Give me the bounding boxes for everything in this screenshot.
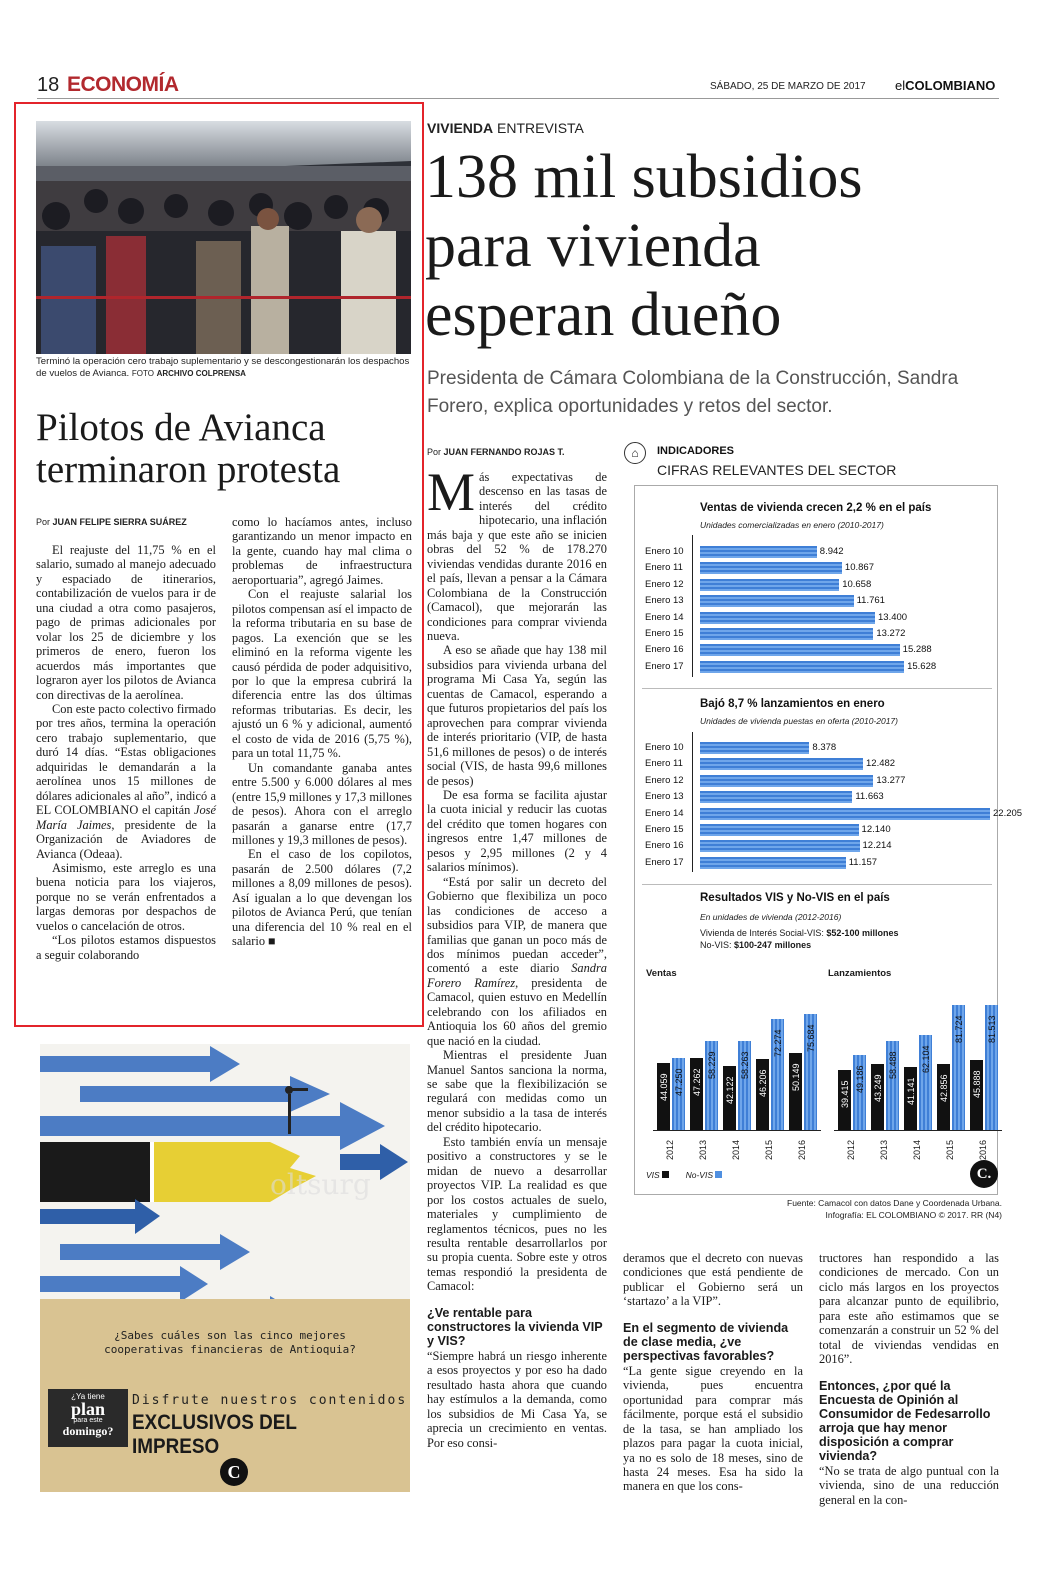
bar-value-label: 12.482 xyxy=(866,758,896,770)
bar-value-label: 39.415 xyxy=(840,1080,850,1108)
chart-3-baseline xyxy=(834,1130,1002,1131)
chart-3-bars xyxy=(635,980,995,1190)
bar-category-label: Enero 11 xyxy=(645,562,683,574)
bar-value-label: 13.277 xyxy=(876,774,906,786)
bar-value-label: 11.663 xyxy=(855,791,884,803)
story-photo xyxy=(36,121,411,354)
bar-value-label: 50.149 xyxy=(791,1063,801,1092)
bar-value-label: 58.229 xyxy=(707,1051,717,1079)
bar-row xyxy=(645,577,995,593)
bar-value-label: 47.250 xyxy=(674,1068,684,1096)
legend-novis: No-VIS xyxy=(686,1170,723,1180)
paragraph: Asimismo, este arreglo es una buena noticia para los viajeros, porque no se verán enfrentados a largas demoras por despachos de vuelos o cancelación de otros. xyxy=(36,860,216,933)
chart-3-subtitle: En unidades de vivienda (2012-2016) xyxy=(700,912,842,922)
bar-row xyxy=(645,560,995,576)
infographic-credit: Infografía: EL COLOMBIANO © 2017. RR (N4) xyxy=(825,1210,1002,1220)
chart-1-bars xyxy=(635,544,995,679)
section-name: ECONOMÍA xyxy=(67,73,179,96)
bar-value-label: 15.628 xyxy=(907,660,937,672)
bar xyxy=(700,612,875,624)
bar-row xyxy=(645,838,995,854)
bar-value-label: 11.761 xyxy=(856,595,885,607)
paragraph: Esto también envía un mensaje positivo a constructores y se le midan de nuevo a desarrollar proyectos VIP. La realidad es que por los costos actuales de suelo, materiales y cumplimiento de reglamentos técnicos, pues no les resulta rentable desarrollarlos por su propia cuenta. Sobre este y otros temas respondió la presidenta de Camacol: xyxy=(427,1134,607,1294)
ad-bottom-panel xyxy=(40,1299,410,1492)
bar-category-label: Enero 17 xyxy=(645,660,684,672)
main-kicker: VIVIENDA ENTREVISTA xyxy=(427,120,584,136)
advertisement[interactable] xyxy=(40,1044,410,1492)
chart-3-legend xyxy=(646,1170,722,1180)
bar-category-label: Enero 11 xyxy=(645,758,683,770)
bar-category-label: Enero 14 xyxy=(645,611,684,623)
bar-category-label: Enero 16 xyxy=(645,644,684,656)
question-heading: ¿Ve rentable para constructores la vivienda VIP y VIS? xyxy=(427,1305,603,1348)
home-icon: ⌂ xyxy=(624,442,646,464)
chart-2-bars xyxy=(635,740,1023,875)
bar-value-label: 49.186 xyxy=(855,1065,865,1093)
main-deck: Presidenta de Cámara Colombiana de la Construcción, Sandra Forero, explica oportunidades y retos del sector. xyxy=(427,368,959,417)
year-tick-label: 2012 xyxy=(846,1139,856,1160)
header-rule xyxy=(37,98,999,99)
bar-value-label: 43.249 xyxy=(873,1074,883,1102)
paragraph: “Está por salir un decreto del Gobierno que flexibiliza un poco las condiciones de acceso a subsidios para VIP, de manera que familias que ganan un poco más de dos mínimos puedan acceder”, comentó a este diario Sandra Forero Ramírez, presidenta de Camacol, quien estuvo en Medellín celebrando con los afiliados en Antioquia los 60 años del gremio que nació en la ciudad. xyxy=(427,874,607,1048)
bar-value-label: 47.262 xyxy=(692,1068,702,1096)
chart-2-title: Bajó 8,7 % lanzamientos en enero xyxy=(700,698,885,710)
bar-row xyxy=(645,642,995,658)
main-column-2 xyxy=(623,1251,803,1494)
bar-category-label: Enero 10 xyxy=(645,742,684,753)
year-tick-label: 2014 xyxy=(731,1139,741,1160)
bar-category-label: Enero 12 xyxy=(645,774,684,786)
bar-value-label: 81.724 xyxy=(954,1015,964,1043)
bar xyxy=(700,840,860,852)
bar-value-label: 58.263 xyxy=(740,1051,750,1079)
bar-row xyxy=(645,806,1023,822)
chart-3-note-novis: No-VIS: $100-247 millones xyxy=(700,940,812,950)
year-tick-label: 2013 xyxy=(879,1139,889,1160)
page-header xyxy=(37,72,999,98)
bar-category-label: Enero 15 xyxy=(645,628,684,639)
paragraph: En el caso de los copilotos, pasarán de 2.500 dólares (7,2 millones a 8,09 millones de pesos). Así igualan a lo que devengan los pilotos de Avianca Perú, que tenían una diferencia del 10 % real en el salario ■ xyxy=(232,847,412,949)
paragraph: Mientras el presidente Juan Manuel Santos sanciona la norma, se sabe que la flexibilización se regulará con medidas como un menor subsidio a la tasa de interés del crédito hipotecario. xyxy=(427,1048,607,1135)
year-tick-label: 2016 xyxy=(978,1139,988,1160)
bar-value-label: 72.274 xyxy=(773,1029,783,1058)
bar-row xyxy=(645,626,995,642)
year-tick-label: 2014 xyxy=(912,1139,922,1160)
chart-3-note-vis: Vivienda de Interés Social-VIS: $52-100 millones xyxy=(700,928,899,938)
legend-vis: VIS xyxy=(646,1170,669,1180)
end-mark: ■ xyxy=(268,934,276,949)
story-byline: Por JUAN FELIPE SIERRA SUÁREZ xyxy=(36,517,187,527)
paragraph: Más expectativas de descenso en las tasas de interés del crédito hipotecario, una inflación más baja y que este año se inicien obras del 52 % de 178.270 viviendas vendidas durante 2016 en el país, llevan a pensar a la Cámara Colombiana de la Construcción (Camacol), que mejorarán las condiciones para comprar vivienda nueva. xyxy=(427,462,607,643)
bar-value-label: 58.488 xyxy=(888,1051,898,1079)
paragraph: Con el reajuste salarial los pilotos compensan así el impacto de la reforma tributaria en su base de pagos. La exención que se les eliminó en la reforma vigente les causó pérdida de poder adquisitivo, por lo que la empresa cubrirá la diferencia entre las dos últimas reformas tributarias. Es decir, les ajustó un 6 % y adicional, aumentó el costo de vida de 2016 (5,75 %), para un total 11,75 %. xyxy=(232,587,412,761)
bar-row xyxy=(645,855,995,871)
bar-value-label: 45.888 xyxy=(972,1070,982,1098)
infographic-title: CIFRAS RELEVANTES DEL SECTOR xyxy=(657,462,897,478)
bar-value-label: 8.942 xyxy=(819,546,844,557)
year-tick-label: 2012 xyxy=(665,1139,675,1160)
bar-row xyxy=(645,740,995,756)
year-tick-label: 2016 xyxy=(797,1139,807,1160)
bar-row xyxy=(645,610,995,626)
bar-value-label: 42.122 xyxy=(725,1076,735,1104)
infographic-source: Fuente: Camacol con datos Dane y Coordenada Urbana. xyxy=(787,1198,1002,1208)
bar-value-label: 11.157 xyxy=(848,856,878,868)
bar xyxy=(700,644,900,656)
bar-value-label: 15.288 xyxy=(902,644,932,656)
paragraph: “Siempre habrá un riesgo inherente a esos proyectos y por eso ha dado resultado hasta ahora que cuando hay estímulos a la demanda, como los subsidios de Mi Casa Ya, se aprecia un crecimiento en ventas. Por eso consi- xyxy=(427,1348,607,1450)
infographic xyxy=(622,440,1023,1230)
paragraph: como lo hacíamos antes, incluso garantizando un menor impacto en la gente, cuando hay mal clima o problemas de infraestructura aeroportuaria”, agregó Jaimes. xyxy=(232,515,412,587)
paragraph: tructores han respondido a las condiciones de mercado. Con un ciclo más largos en los proyectos para alcanzar punto de equilibrio, para este año estimamos que se comenzarán a construir un 52 % del total de viviendas vendidas en 2016”. xyxy=(819,1251,999,1367)
bar-category-label: Enero 12 xyxy=(645,578,684,590)
bar-row xyxy=(645,756,995,772)
bar-row xyxy=(645,773,995,789)
bar-value-label: 13.400 xyxy=(878,611,908,623)
bar xyxy=(700,824,859,836)
ad-question: ¿Sabes cuáles son las cinco mejores cooperativas financieras de Antioquia? xyxy=(104,1329,356,1356)
ad-plan-badge: ¿Ya tiene plan para este domingo? xyxy=(48,1389,128,1447)
chart-1-title: Ventas de vivienda crecen 2,2 % en el país xyxy=(700,502,932,514)
bar-row xyxy=(645,544,995,560)
paragraph: A eso se añade que hay 138 mil subsidios para vivienda urbana del programa Mi Casa Ya, según las cuentas de Camacol, esperando a que futuros propietarios del país los aprovechen para comprar vivienda de interés prioritario (VIP, de hasta 51,6 millones de pesos) o de interés social (VIS, de hasta 99,6 millones de pesos) xyxy=(427,643,607,788)
bar-category-label: Enero 15 xyxy=(645,824,684,835)
bar xyxy=(700,562,842,574)
question-heading: En el segmento de vivienda de clase media, ¿ve perspectivas favorables? xyxy=(623,1320,789,1363)
bar xyxy=(700,857,846,869)
chart-separator xyxy=(642,688,992,689)
chart-separator xyxy=(642,884,992,885)
ad-line-2: EXCLUSIVOS DEL IMPRESO xyxy=(132,1411,297,1458)
bar-value-label: 75.684 xyxy=(806,1024,816,1053)
infographic-logo-icon: C. xyxy=(970,1160,998,1188)
ad-line-1: Disfrute nuestros contenidos xyxy=(132,1393,408,1408)
bar-value-label: 42.856 xyxy=(939,1074,949,1103)
page-number: 18 xyxy=(37,74,60,96)
bar-value-label: 41.141 xyxy=(906,1077,916,1106)
bar xyxy=(700,758,863,770)
bar xyxy=(700,791,852,803)
bar-value-label: 8.378 xyxy=(812,742,837,753)
svg-text:oltsurg: oltsurg xyxy=(270,1168,371,1201)
bar xyxy=(700,742,809,754)
story-headline: Pilotos de Avianca terminaron protesta xyxy=(36,406,341,491)
bar-value-label: 22.205 xyxy=(993,807,1023,819)
bar-value-label: 81.513 xyxy=(987,1015,997,1044)
photo-caption: Terminó la operación cero trabajo suplementario y se descongestionarán los despachos de vuelos de Avianca. FOTO ARCHIVO COLPRENSA xyxy=(36,356,410,379)
ad-logo-icon: C xyxy=(220,1458,248,1486)
paragraph: “No se trata de algo puntual con la vivienda, sino de una reducción general en la con- xyxy=(819,1463,999,1507)
bar xyxy=(700,775,873,787)
main-byline: Por JUAN FERNANDO ROJAS T. xyxy=(427,447,565,457)
bar-value-label: 13.272 xyxy=(876,628,906,639)
year-tick-label: 2015 xyxy=(945,1139,955,1160)
bar-row xyxy=(645,822,995,838)
bar-row xyxy=(645,789,995,805)
bar xyxy=(700,595,854,607)
issue-date: SÁBADO, 25 DE MARZO DE 2017 xyxy=(710,81,866,92)
bar-category-label: Enero 10 xyxy=(645,546,684,557)
brand-logo: elCOLOMBIANO xyxy=(895,78,996,93)
main-column-1 xyxy=(427,462,607,1450)
paragraph: deramos que el decreto con nuevas condiciones que está pendiente de publicar el Gobierno será un ‘startazo’ a la VIP”. xyxy=(623,1251,803,1309)
bar xyxy=(700,628,873,640)
drop-cap: M xyxy=(427,462,476,522)
bar-category-label: Enero 14 xyxy=(645,807,684,819)
paragraph: De esa forma se facilita ajustar la cuota inicial y reducir las cuotas del crédito que tomen hogares con ingresos entre 1,47 millones de pesos y 2,95 millones (2 y 4 salarios mínimos). xyxy=(427,787,607,875)
chart-2-subtitle: Unidades de vivienda puestas en oferta (2010-2017) xyxy=(700,716,898,726)
bar xyxy=(700,808,990,820)
panel-title-lanzamientos: Lanzamientos xyxy=(828,968,892,979)
bar-row xyxy=(645,659,995,675)
paragraph: “Los pilotos estamos dispuestos a seguir colaborando xyxy=(36,933,216,962)
paragraph: Un comandante ganaba antes entre 5.500 y 6.000 dólares al mes (entre 15,9 millones y 17,3 millones de pesos). Ahora con el arreglo pasarán a ganarse entre (17,7 millones y 19,3 millones de pesos). xyxy=(232,760,412,847)
main-headline: 138 mil subsidios para vivienda esperan dueño xyxy=(425,143,863,349)
year-tick-label: 2013 xyxy=(698,1139,708,1160)
paragraph: El reajuste del 11,75 % en el salario, sumado al manejo adecuado y espaciado de itinerarios, contabilización de vuelos para ir de una ciudad a otra como pasajeros, pago de primas adicionales por volar los 25 de diciembre y los primeros de enero, fueron los acuerdos más importantes que lograron ayer los pilotos de Avianca con directivas de la aerolínea. xyxy=(36,543,216,702)
paragraph: “La gente sigue creyendo en la vivienda, pues encuentra oportunidad para comprar más fácilmente, porque está el subsidio de la tasa, se han ampliado los plazos para pagar la cuota inicial, ya no es solo de 18 meses, sino de hasta 24 meses. Esa ha sido la manera en que los cons- xyxy=(623,1363,803,1494)
bar xyxy=(700,579,839,591)
bar-category-label: Enero 13 xyxy=(645,791,684,803)
question-heading: Entonces, ¿por qué la Encuesta de Opinión al Consumidor de Fedesarrollo arroja que hay menor disposición a comprar vivienda? xyxy=(819,1378,991,1463)
bar xyxy=(700,546,817,558)
chart-3-baseline xyxy=(653,1130,821,1131)
chart-1-subtitle: Unidades comercializadas en enero (2010-2017) xyxy=(700,520,884,530)
main-column-3 xyxy=(819,1251,999,1507)
bar-value-label: 12.140 xyxy=(861,824,891,835)
bar-value-label: 62.104 xyxy=(921,1045,931,1074)
story-column-2 xyxy=(232,515,412,949)
bar-category-label: Enero 13 xyxy=(645,595,684,607)
bar xyxy=(700,661,904,673)
year-tick-label: 2015 xyxy=(764,1139,774,1160)
bar-category-label: Enero 16 xyxy=(645,840,684,852)
bar-row xyxy=(645,593,995,609)
story-column-1 xyxy=(36,543,216,962)
bar-category-label: Enero 17 xyxy=(645,856,684,868)
chart-3-title: Resultados VIS y No-VIS en el país xyxy=(700,892,890,904)
bar-value-label: 10.867 xyxy=(844,562,874,574)
bar-value-label: 10.658 xyxy=(842,578,872,590)
infographic-label: INDICADORES xyxy=(657,445,735,457)
bar-value-label: 46.206 xyxy=(758,1069,768,1098)
panel-title-ventas: Ventas xyxy=(646,968,677,979)
paragraph: Con este pacto colectivo firmado por tres años, termina la operación cero trabajo suplementario, que duró 14 días. “Estas obligaciones adquiridas le demandarán a la aerolínea unos 15 millones de dólares adicionales al año”, indicó a EL COLOMBIANO el capitán José María Jaimes, presidente de la Organización de Aviadores de Avianca (Odeaa). xyxy=(36,701,216,861)
bar-value-label: 44.059 xyxy=(659,1073,669,1101)
airport-crowd-photo xyxy=(36,121,411,354)
bar-value-label: 12.214 xyxy=(862,840,892,852)
